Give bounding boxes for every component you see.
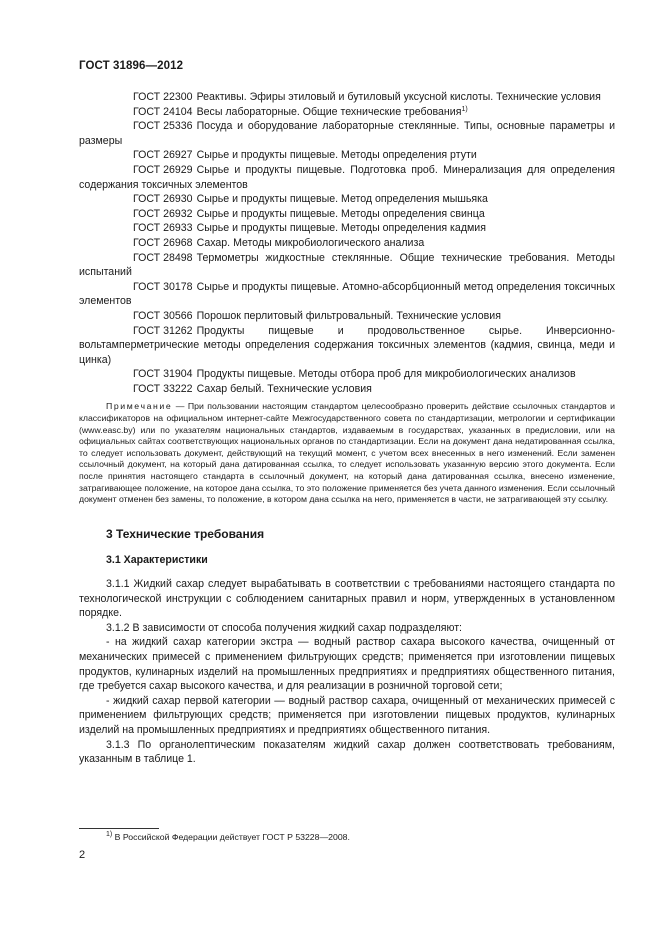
- list-item-first-category: - жидкий сахар первой категории — водный раствор сахара, очищенный от механических примесей с применением фильтрующих средств; применяется при изготовлении пищевых продуктов, кулинарных изделий на промышленных предприятиях и предприятиях общественного питания.: [79, 694, 615, 736]
- reference-code: ГОСТ 26927: [133, 149, 193, 162]
- reference-code: ГОСТ 28498: [133, 251, 193, 264]
- reference-title: Термометры жидкостные стеклянные. Общие технические требования. Методы испытаний: [79, 251, 615, 279]
- reference-title: Сахар белый. Технические условия: [196, 382, 372, 395]
- section-title: 3 Технические требования: [106, 526, 265, 541]
- reference-code: ГОСТ 26933: [133, 222, 193, 235]
- reference-title: Посуда и оборудование лабораторные стеклянные. Типы, основные параметры и размеры: [79, 120, 615, 147]
- reference-item: [79, 119, 615, 148]
- reference-title: Продукты пищевые. Методы отбора проб для микробиологических анализов: [196, 368, 576, 381]
- reference-code: ГОСТ 25336: [133, 120, 193, 133]
- reference-title: Сырье и продукты пищевые. Метод определения мышьяка: [196, 193, 488, 206]
- reference-item: [79, 236, 615, 251]
- reference-title: Сырье и продукты пищевые. Методы определения свинца: [196, 207, 485, 220]
- reference-code: ГОСТ 33222: [133, 382, 193, 395]
- reference-title: Сырье и продукты пищевые. Подготовка проб. Минерализация для определения содержания токсичных элементов: [79, 163, 615, 191]
- reference-code: ГОСТ 26932: [133, 207, 193, 220]
- reference-code: ГОСТ 30566: [133, 309, 193, 322]
- reference-title: Сырье и продукты пищевые. Атомно-абсорбционный метод определения токсичных элементов: [79, 280, 615, 308]
- reference-code: ГОСТ 31262: [133, 324, 193, 337]
- paragraph-3-1-1: 3.1.1 Жидкий сахар следует вырабатывать в соответствии с требованиями настоящего стандарта по технологической инструкции с соблюдением санитарных правил и норм, утвержденных в установленном порядке.: [79, 578, 615, 620]
- subsection-title: 3.1 Характеристики: [106, 554, 208, 567]
- page-header: ГОСТ 31896—2012: [79, 60, 184, 72]
- reference-title: Порошок перлитовый фильтровальный. Технические условия: [196, 309, 501, 322]
- reference-title: Сырье и продукты пищевые. Методы определения ртути: [196, 149, 477, 162]
- list-item-extra: - на жидкий сахар категории экстра — водный раствор сахара высокого качества, очищенный от механических примесей с применением фильтрующих средств; применяется при изготовлении пищевых продуктов, кулинарных изделий на промышленных предприятиях и предприятиях общественного питания, где требуется сахар высокого качества, и для реализации в розничной торговой сети;: [79, 636, 615, 693]
- footnote-text: В Российской Федерации действует ГОСТ Р 53228—2008.: [114, 832, 350, 842]
- note-text: — При пользовании настоящим стандартом целесообразно проверить действие ссылочных стандартов и классификаторов на официальном интернет-сайте Межгосударственного совета по стандартизации, метрологии и сертификации (www.easc.by) или по указателям национальных стандартов, издаваемым в государствах, указанных в предисловии, или на официальных сайтах соответствующих национальных органов по стандартизации. Если на документ дана недатированная ссылка, то следует использовать документ, действующий на текущий момент, с учетом всех внесенных в него изменений. Если заменен ссылочный документ, на который дана датированная ссылка, то следует использовать указанную версию этого документа. Если после принятия настоящего стандарта в ссылочный документ, на который дана датированная ссылка, внесено изменение, затрагивающее положение, на которое дана ссылка, то это положение применяется без учета данного изменения. Если ссылочный документ отменен без замены, то положение, в котором дана ссылка на него, применяется в части, не затрагивающей эту ссылку.: [79, 401, 615, 505]
- reference-item: [79, 382, 615, 397]
- reference-code: ГОСТ 30178: [133, 280, 193, 293]
- reference-item: [79, 324, 615, 368]
- paragraph-3-1-3: 3.1.3 По органолептическим показателям жидкий сахар должен соответствовать требованиям, указанным в таблице 1.: [79, 738, 615, 766]
- page-content: [79, 90, 615, 767]
- reference-item: [79, 163, 615, 192]
- reference-title: Сырье и продукты пищевые. Методы определения кадмия: [196, 222, 486, 235]
- page-number: 2: [79, 849, 86, 861]
- reference-code: ГОСТ 26929: [133, 163, 193, 176]
- reference-code: ГОСТ 31904: [133, 368, 193, 381]
- normative-references-list: [79, 90, 615, 396]
- reference-code: ГОСТ 24104: [133, 105, 193, 118]
- reference-item: [79, 207, 615, 222]
- reference-item: [79, 221, 615, 236]
- note-paragraph: [79, 401, 615, 505]
- reference-item: [79, 105, 615, 120]
- note-label: Примечание: [106, 401, 173, 412]
- footnote: [106, 832, 350, 842]
- reference-item: [79, 309, 615, 324]
- reference-title: Продукты пищевые и продовольственное сырье. Инверсионно-вольтамперметрические методы определения содержания токсичных элементов (кадмия, свинца, меди и цинка): [79, 324, 615, 366]
- reference-item: [79, 280, 615, 309]
- reference-title: Весы лабораторные. Общие технические требования: [196, 105, 462, 118]
- footnote-marker: 1): [106, 831, 113, 838]
- footnote-divider: [79, 828, 159, 829]
- reference-code: ГОСТ 22300: [133, 91, 193, 103]
- reference-title: Реактивы. Эфиры этиловый и бутиловый уксусной кислоты. Технические условия: [196, 91, 601, 103]
- reference-item: [79, 367, 615, 382]
- reference-item: [79, 148, 615, 163]
- paragraph-3-1-2: 3.1.2 В зависимости от способа получения жидкий сахар подразделяют:: [106, 621, 462, 634]
- reference-item: [79, 192, 615, 207]
- reference-item: [79, 251, 615, 280]
- footnote-reference-marker: 1): [461, 105, 468, 113]
- reference-code: ГОСТ 26930: [133, 193, 193, 206]
- reference-code: ГОСТ 26968: [133, 236, 193, 249]
- reference-title: Сахар. Методы микробиологического анализа: [196, 236, 425, 249]
- reference-item: [79, 90, 615, 105]
